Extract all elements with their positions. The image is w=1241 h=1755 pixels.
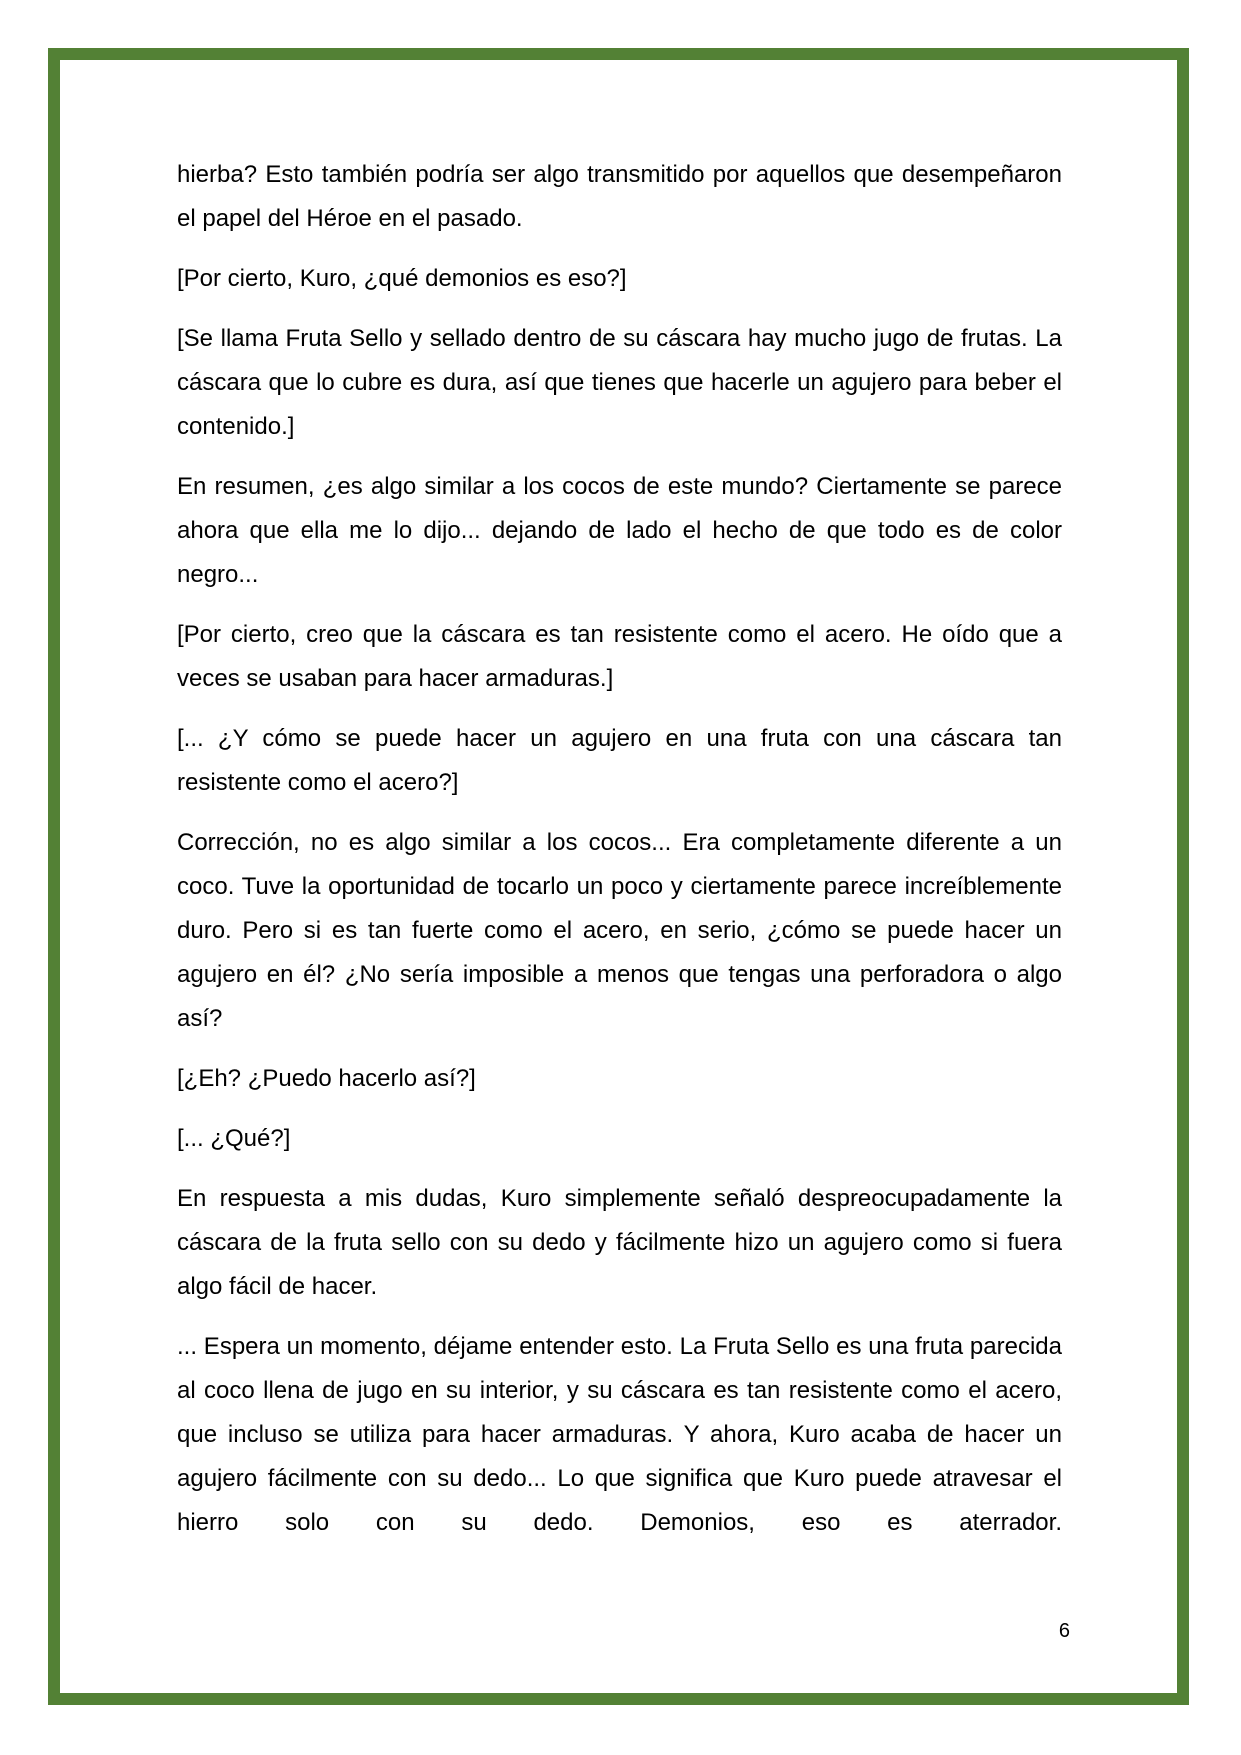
paragraph: En respuesta a mis dudas, Kuro simplemente señaló despreocupadamente la cáscara de la fruta sello con su dedo y fácilmente hizo un agujero como si fuera algo fácil de hacer. xyxy=(177,1185,1062,1300)
paragraph: [Por cierto, creo que la cáscara es tan resistente como el acero. He oído que a veces se usaban para hacer armaduras.] xyxy=(177,621,1062,692)
page-number: 6 xyxy=(1058,1620,1070,1642)
paragraph: ... Espera un momento, déjame entender esto. La Fruta Sello es una fruta parecida al coco llena de jugo en su interior, y su cáscara es tan resistente como el acero, que incluso se utiliza para hacer armaduras. Y ahora, Kuro acaba de hacer un agujero fácilmente con su dedo... Lo que significa que Kuro puede atravesar el hierro solo con su dedo. Demonios, eso es aterrador. xyxy=(177,1333,1062,1536)
paragraph: [Se llama Fruta Sello y sellado dentro de su cáscara hay mucho jugo de frutas. La cáscara que lo cubre es dura, así que tienes que hacerle un agujero para beber el contenido.] xyxy=(177,325,1062,440)
paragraph: [¿Eh? ¿Puedo hacerlo así?] xyxy=(177,1065,476,1092)
paragraph: [Por cierto, Kuro, ¿qué demonios es eso?] xyxy=(177,265,627,292)
paragraph: hierba? Esto también podría ser algo transmitido por aquellos que desempeñaron el papel del Héroe en el pasado. xyxy=(177,161,1062,232)
paragraph: [... ¿Qué?] xyxy=(177,1125,291,1152)
paragraph: [... ¿Y cómo se puede hacer un agujero en una fruta con una cáscara tan resistente como el acero?] xyxy=(177,725,1062,796)
paragraph: Corrección, no es algo similar a los cocos... Era completamente diferente a un coco. Tuve la oportunidad de tocarlo un poco y ciertamente parece increíblemente duro. Pero si es tan fuerte como el acero, en serio, ¿cómo se puede hacer un agujero en él? ¿No sería imposible a menos que tengas una perforadora o algo así? xyxy=(177,829,1062,1032)
paragraph: En resumen, ¿es algo similar a los cocos de este mundo? Ciertamente se parece ahora que ella me lo dijo... dejando de lado el hecho de que todo es de color negro... xyxy=(177,473,1062,588)
document-body xyxy=(177,153,1062,1561)
